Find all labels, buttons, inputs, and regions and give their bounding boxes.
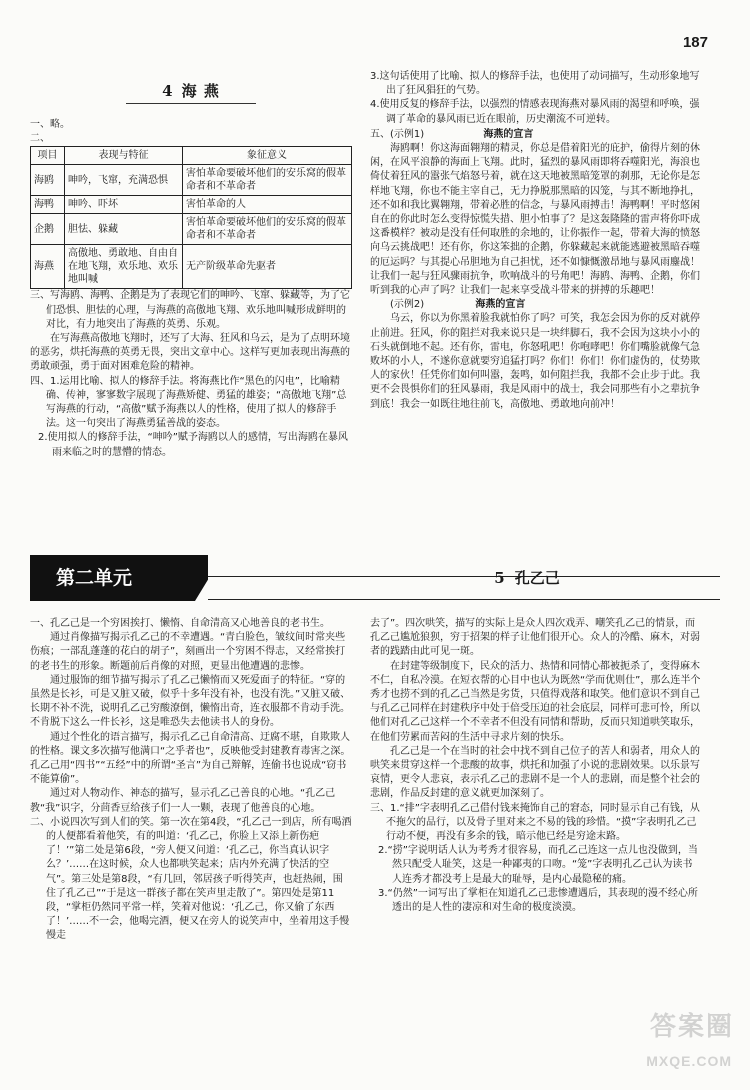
l5-q3-2: 2.“捞”字说明话人认为考秀才很容易，而孔乙己连这一点儿也没做到，当然只配受人耻笑，这是一种鄙夷的口吻。“笼”字表明孔乙己认为读书人连秀才都没考上是最大的耻辱，是内心最隐秘的痛。 (378, 845, 698, 885)
table-cell: 害怕革命的人 (183, 196, 352, 214)
lesson4-number: 4 (162, 82, 174, 100)
watermark-logo (614, 1012, 734, 1080)
divider (208, 599, 720, 600)
table-cell: 呻吟，飞窜，充满恐惧 (65, 165, 183, 196)
table-header: 象征意义 (183, 147, 352, 165)
lesson5-number: 5 (494, 569, 505, 587)
table-cell: 高傲地、勇敢地、自由自在地飞翔，欢乐地、欢乐地叫喊 (65, 245, 183, 289)
table-cell: 海鸭 (31, 196, 65, 214)
essay2-label-line (370, 298, 702, 312)
table-row (31, 165, 352, 196)
l4-q4-1: 四、1.运用比喻、拟人的修辞手法。将海燕比作“黑色的闪电”，比喻精确、传神，寥寥数字展现了海燕矫健、勇猛的雄姿；“高傲地飞翔”总写海燕的行动，“高傲”赋予海燕以人的性格，使用了拟人的修辞手法。这一句突出了海燕勇猛善战的姿态。 (30, 375, 347, 430)
l4-q3-para: 三、写海鸥、海鸭、企鹅是为了表现它们的呻吟、飞窜、躲藏等，为了它们恐惧、胆怯的心理，与海燕的高傲地飞翔、欢乐地叫喊形成鲜明的对比，有力地突出了海燕的英勇、乐观。 (30, 290, 350, 330)
l5-q3-1: 三、1.“排”字表明孔乙己借付钱来掩饰自己的窘态，同时显示自己有钱，从不拖欠的品行，以及骨子里对来之不易的钱的珍惜。“摸”字表明孔乙己行动不便，再没有多余的钱，暗示他已经是穷途末路。 (370, 802, 700, 843)
table-cell: 无产阶级革命先驱者 (183, 245, 352, 289)
l5-q3-3: 3.“仍然”一词写出了掌柜在知道孔乙己悲惨遭遇后，其表现的漫不经心所透出的是人性的凄凉和对生命的极度淡漠。 (378, 887, 698, 914)
l4-q5-label: 五、(示例1) (370, 128, 425, 140)
table-header: 项目 (31, 147, 65, 165)
essay1-body: 海鸥啊！你这海面翱翔的精灵，你总是借着阳光的庇护，偷得片刻的休闲，在风平浪静的海面上飞翔。此时，猛烈的暴风雨即将吞噬阳光，海浪也倚仗着狂风的嚣张气焰怒号着，就在这天地被黑暗笼罩的刹那，无论你是怎样地飞翔，你也不能主宰自己，无力挣脱那黑暗的囚笼，与其不断地挣扎，还不如和我比翼翱翔，带着必胜的信念，与暴风雨搏击！海鸭啊！平时悠闲自在的你此时怎么变得惊慌失措、胆小怕事了？是这轰隆隆的雷声将你吓成这番模样？被动是没有任何取胜的余地的，让你振作一起，带着大海的愤怒向乌云挑战吧！还有你，你这笨拙的企鹅，你躲藏起来就能逃避被黑暗吞噬的厄运吗？与其提心吊胆地为自己担忧，还不如慷慨激昂地与暴风雨鏖战！让我们一起与狂风骤雨抗争，吹响战斗的号角吧！海鸥、海鸭、企鹅，你们听到我的心声了吗？让我们一起来享受战斗带来的拼搏的乐趣吧！ (370, 143, 700, 297)
watermark-url: MXQE.COM (646, 1053, 732, 1069)
table-cell: 海燕 (31, 245, 65, 289)
l5-q1-para: 通过对人物动作、神态的描写，显示孔乙己善良的心地。“孔乙己教“我”识字，分茴香豆给孩子们一人一颗，表现了他善良的心地。 (30, 788, 336, 814)
table-cell: 呻吟、吓坏 (65, 196, 183, 214)
table-row (31, 214, 352, 245)
lesson4-title-text: 海 燕 (181, 82, 220, 100)
table-cell: 海鸥 (31, 165, 65, 196)
page-number: 187 (682, 34, 708, 51)
table-row (31, 245, 352, 289)
l5-q2-para: 孔乙己是一个在当时的社会中找不到自己位子的苦人和弱者，用众人的哄笑来贯穿这样一个悲酸的故事，烘托和加强了小说的悲剧效果。以乐景写哀情，更令人悲哀，表示孔乙己的悲剧不是一个人的悲剧，而是整个社会的悲剧，作品反封建的意义就更加深刻了。 (370, 745, 700, 800)
l5-q1-para: 通过个性化的语言描写，揭示孔乙己自命清高、迂腐不堪，自欺欺人的性格。课文多次描写他满口“之乎者也”，反映他受封建教育毒害之深。孔乙己用“四书”“五经”中的所谓“圣言”为自己辩解，连偷书也说成“窃书不能算偷”。 (30, 731, 351, 786)
l5-q2: 二、小说四次写到人们的笑。第一次在第4段，“孔乙己一到店，所有喝酒的人便都看着他笑，有的叫道：‘孔乙己，你脸上又添上新伤疤了！’”第二处是第6段，“旁人便又问道：‘孔乙己，你当真认识字么？’……在这时候，众人也都哄笑起来；店内外充满了快活的空气”。第三处是第8段，“有几回，邻居孩子听得笑声，也赶热闹，围住了孔乙己”“于是这一群孩子都在笑声里走散了”。第四处是第11段，“掌柜仍然同平常一样，笑着对他说：‘孔乙己，你又偷了东西了！’……不一会，他喝完酒，便又在旁人的说笑声中，坐着用这手慢慢走 (30, 816, 352, 942)
essay2-body: 乌云，你以为你黑着脸我就怕你了吗？可笑，我怎会因为你的反对就停止前进。狂风，你的阻拦对我来说只是一块绊脚石，我不会因为这块小小的石头就倒地不起。还有你，雷电，你怒吼吧！你咆哮吧！你们嘴脸就像气急败坏的小人，不遂你意就要穷追猛打吗？你们！你们！你们虚伪的，仗势欺人的家伙！任凭你们如何叫嚣，轰鸣，如何阻拦我，我都不会止步于此。我更不会畏惧你们的狂风暴雨，我是风雨中的战士，我会同那些有小之辈抗争到底！我会一如既往地往前飞，高傲地、勇敢地向前冲！ (370, 313, 700, 410)
lesson4-left-column (30, 80, 352, 460)
table-cell: 害怕革命要破坏他们的安乐窝的假革命者和不革命者 (183, 214, 352, 245)
lesson4-title (30, 80, 352, 103)
essay1-title: 海燕的宣言 (483, 128, 534, 140)
l5-q1-para: 通过服饰的细节描写揭示了孔乙己懒惰而又死爱面子的特征。“穿的虽然是长衫，可是又脏又破，似乎十多年没有补，也没有洗。”又脏又破、长期不补不洗，说明孔乙己穷酸潦倒，懒惰出奇，连衣服都不肯动手洗。不肯脱下这么一件长衫，这是唯恐失去他读书人的身份。 (30, 674, 351, 729)
l5-q2-para: 在封建等级制度下，民众的活力、热情和同情心都被扼杀了，变得麻木不仁，自私冷漠。在短衣帮的心目中也认为既然“学而优则仕”，那么连半个秀才也捞不到的孔乙己当然是劣货，只值得戏落和取笑。他们意识不到自己与孔乙己同样在封建秩序中处于倍受压迫的社会底层，同样可悲可怜，所以他们对孔乙己这样一个不幸者不但没有同情和帮助，反而只知道哄笑取乐，在他们劳累而苦闷的生活中寻求片刻的快乐。 (370, 660, 701, 743)
l4-q4-2: 2.使用拟人的修辞手法，“呻吟”赋予海鸥以人的感情，写出海鸥在暴风雨来临之时的慧懵的情态。 (38, 432, 348, 458)
table-header-row (31, 147, 352, 165)
lesson5-title (362, 571, 692, 585)
l4-q2: 二、 (30, 133, 50, 145)
l4-q1: 一、略。 (30, 119, 70, 130)
l5-q1-head: 一、孔乙己是一个穷困挨打、懒惰、自命清高又心地善良的老书生。 (30, 618, 330, 629)
lesson4-right-column (370, 70, 702, 412)
lesson5-title-text: 孔乙己 (514, 569, 560, 587)
table-cell: 害怕革命要破坏他们的安乐窝的假革命者和不革命者 (183, 165, 352, 196)
unit-title: 第二单元 (30, 555, 208, 601)
l4-q5-label-line (370, 128, 702, 142)
table-cell: 胆怯、躲藏 (65, 214, 183, 245)
l4-q4-3: 3.这句话使用了比喻、拟人的修辞手法，也使用了动词描写，生动形象地写出了狂风猖狂的气势。 (370, 71, 700, 97)
l4-q3-para: 在写海燕高傲地飞翔时，还写了大海、狂风和乌云，是为了点明环境的恶劣，烘托海燕的英勇无畏，突出文章中心。这样写更加表现出海燕的勇敢顽强，勇于面对困难危险的精神。 (30, 333, 350, 373)
table-header: 表现与特征 (65, 147, 183, 165)
title-underline (126, 103, 256, 104)
watermark-text: 答案圈 (649, 1012, 734, 1042)
l4-q4-4: 4.使用反复的修辞手法，以强烈的情感表现海燕对暴风雨的渴望和呼唤，强调了革命的暴风雨已近在眼前，历史潮流不可逆转。 (370, 99, 700, 125)
l5-q2-cont: 去了”。四次哄笑，描写的实际上是众人四次戏弄、嘲笑孔乙己的情景，而孔乙己尴尬狼狈，穷于招架的样子让他们很开心。众人的冷酷、麻木，对弱者的践踏由此可见一斑。 (370, 618, 700, 658)
table-cell: 企鹅 (31, 214, 65, 245)
essay2-label: (示例2) (390, 299, 425, 311)
table-row (31, 196, 352, 214)
essay2-title: 海燕的宣言 (475, 299, 526, 311)
lesson5-right-column (370, 617, 702, 915)
lesson5-left-column (30, 617, 352, 944)
symbol-table (30, 146, 352, 289)
l5-q1-para: 通过肖像描写揭示孔乙己的不幸遭遇。“青白脸色，皱纹间时常夹些伤痕；一部乱蓬蓬的花白的胡子”，刻画出一个穷困不得志，又经常挨打的老书生的形象。断题前后肖像的对照，更显出他遭遇的悲惨。 (30, 632, 346, 672)
